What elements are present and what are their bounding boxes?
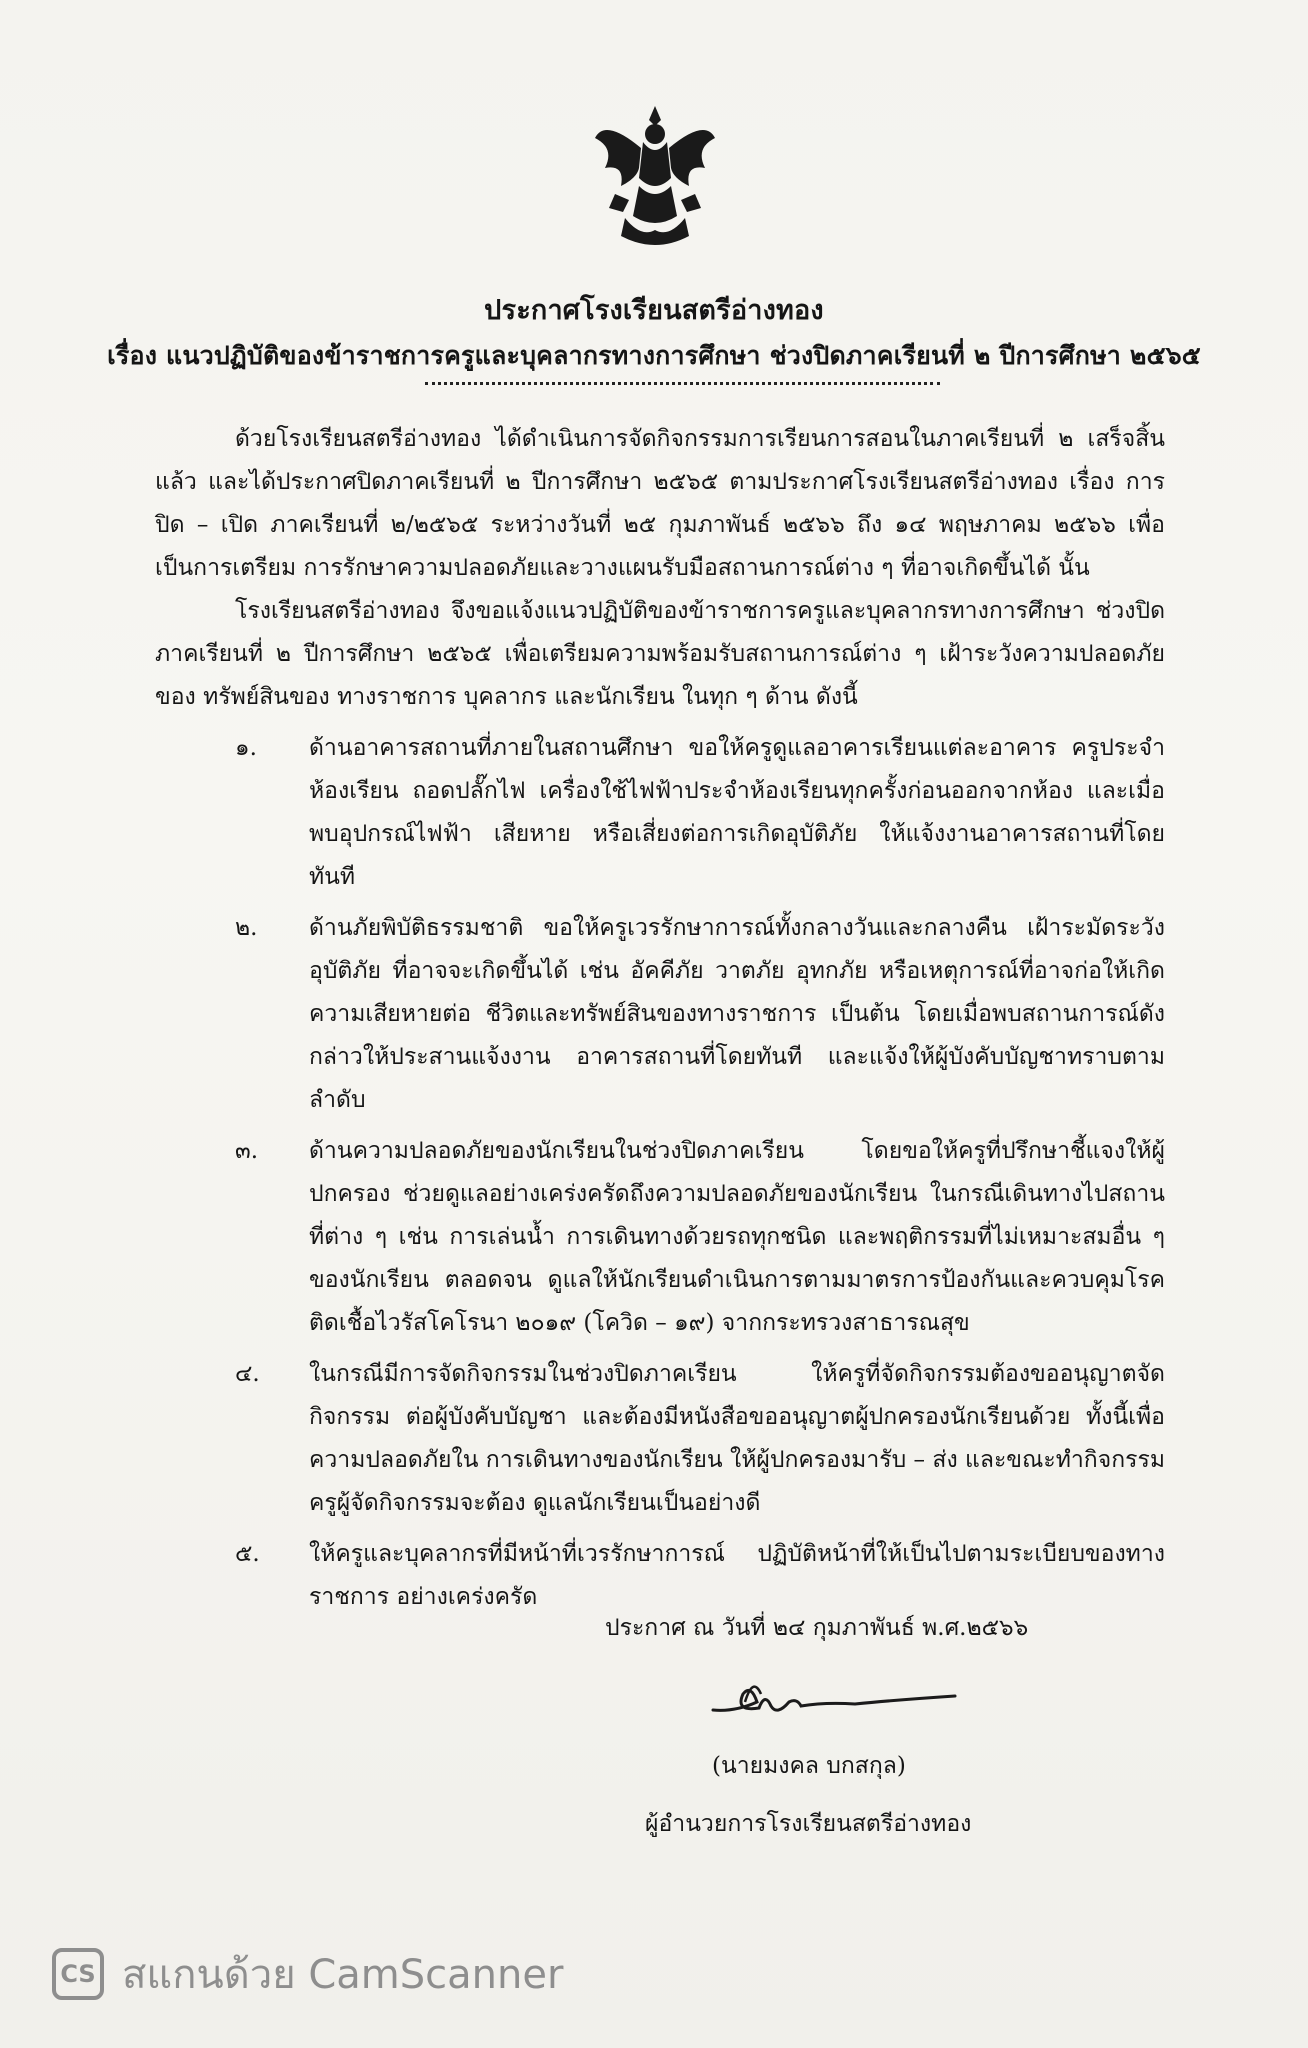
- dotted-divider: [425, 382, 940, 385]
- item-text: ด้านภัยพิบัติธรรมชาติ ขอให้ครูเวรรักษาการณ์ทั้งกลางวันและกลางคืน เฝ้าระมัดระวังอุบัติภัย ที่อาจจะเกิดขึ้นได้ เช่น อัคคีภัย วาตภัย อุทกภัย หรือเหตุการณ์ที่อาจก่อให้เกิดความเสียหายต่อ ชีวิตและทรัพย์สินของทางราชการ เป็นต้น โดยเมื่อพบสถานการณ์ดังกล่าวให้ประสานแจ้งงาน อาคารสถานที่โดยทันที และแจ้งให้ผู้บังคับบัญชาทราบตามลำดับ: [309, 915, 1165, 1113]
- guideline-list: [155, 727, 1165, 1619]
- list-item: [155, 1353, 1165, 1525]
- announcement-title: ประกาศโรงเรียนสตรีอ่างทอง: [484, 295, 824, 326]
- camscanner-logo-icon: CS: [52, 1948, 104, 2000]
- list-item: [155, 907, 1165, 1122]
- camscanner-watermark: [52, 1942, 563, 2006]
- announcement-subject: เรื่อง แนวปฏิบัติของข้าราชการครูและบุคลากรทางการศึกษา ช่วงปิดภาคเรียนที่ ๒ ปีการศึกษา ๒๕๖๕: [107, 341, 1201, 370]
- item-text: ในกรณีมีการจัดกิจกรรมในช่วงปิดภาคเรียน ให้ครูที่จัดกิจกรรมต้องขออนุญาตจัดกิจกรรม ต่อผู้บังคับบัญชา และต้องมีหนังสือขออนุญาตผู้ปกครองนักเรียนด้วย ทั้งนี้เพื่อความปลอดภัยใน การเดินทางของนักเรียน ให้ผู้ปกครองมารับ – ส่ง และขณะทำกิจกรรมครูผู้จัดกิจกรรมจะต้อง ดูแลนักเรียนเป็นอย่างดี: [309, 1361, 1165, 1516]
- signatory-name: (นายมงคล บกสกุล): [712, 1753, 906, 1779]
- item-number: ๑.: [235, 735, 257, 761]
- announcement-date: ประกาศ ณ วันที่ ๒๔ กุมภาพันธ์ พ.ศ.๒๕๖๖: [605, 1615, 1029, 1641]
- list-item: [155, 1130, 1165, 1345]
- item-number: ๓.: [235, 1138, 259, 1164]
- item-number: ๕.: [235, 1541, 260, 1567]
- watermark-text: สแกนด้วย CamScanner: [122, 1952, 564, 1998]
- item-text: ให้ครูและบุคลากรที่มีหน้าที่เวรรักษาการณ์ ปฏิบัติหน้าที่ให้เป็นไปตามระเบียบของทางราชการ อย่างเคร่งครัด: [309, 1541, 1165, 1610]
- item-number: ๒.: [235, 915, 258, 941]
- item-text: ด้านความปลอดภัยของนักเรียนในช่วงปิดภาคเรียน โดยขอให้ครูที่ปรึกษาชี้แจงให้ผู้ปกครอง ช่วยดูแลอย่างเคร่งครัดถึงความปลอดภัยของนักเรียน ในกรณีเดินทางไปสถานที่ต่าง ๆ เช่น การเล่นน้ำ การเดินทางด้วยรถทุกชนิด และพฤติกรรมที่ไม่เหมาะสมอื่น ๆ ของนักเรียน ตลอดจน ดูแลให้นักเรียนดำเนินการตามมาตรการป้องกันและควบคุมโรคติดเชื้อไวรัสโคโรนา ๒๐๑๙ (โควิด – ๑๙) จากกระทรวงสาธารณสุข: [309, 1138, 1165, 1336]
- handwritten-signature: [705, 1672, 965, 1732]
- item-number: ๔.: [235, 1361, 260, 1387]
- garuda-emblem-icon: [585, 98, 725, 258]
- announcement-body: [155, 418, 1165, 1619]
- list-item: [155, 727, 1165, 899]
- signatory-position: ผู้อำนวยการโรงเรียนสตรีอ่างทอง: [645, 1811, 972, 1837]
- list-item: [155, 1533, 1165, 1619]
- intro-paragraph: ด้วยโรงเรียนสตรีอ่างทอง ได้ดำเนินการจัดกิจกรรมการเรียนการสอนในภาคเรียนที่ ๒ เสร็จสิ้นแล้ว และได้ประกาศปิดภาคเรียนที่ ๒ ปีการศึกษา ๒๕๖๕ ตามประกาศโรงเรียนสตรีอ่างทอง เรื่อง การปิด – เปิด ภาคเรียนที่ ๒/๒๕๖๕ ระหว่างวันที่ ๒๕ กุมภาพันธ์ ๒๕๖๖ ถึง ๑๔ พฤษภาคม ๒๕๖๖ เพื่อเป็นการเตรียม การรักษาความปลอดภัยและวางแผนรับมือสถานการณ์ต่าง ๆ ที่อาจเกิดขึ้นได้ นั้น: [155, 426, 1165, 581]
- item-text: ด้านอาคารสถานที่ภายในสถานศึกษา ขอให้ครูดูแลอาคารเรียนแต่ละอาคาร ครูประจำห้องเรียน ถอดปลั๊กไฟ เครื่องใช้ไฟฟ้าประจำห้องเรียนทุกครั้งก่อนออกจากห้อง และเมื่อพบอุปกรณ์ไฟฟ้า เสียหาย หรือเสี่ยงต่อการเกิดอุบัติภัย ให้แจ้งงานอาคารสถานที่โดยทันที: [309, 735, 1165, 890]
- guideline-paragraph: โรงเรียนสตรีอ่างทอง จึงขอแจ้งแนวปฏิบัติของข้าราชการครูและบุคลากรทางการศึกษา ช่วงปิด ภาคเรียนที่ ๒ ปีการศึกษา ๒๕๖๕ เพื่อเตรียมความพร้อมรับสถานการณ์ต่าง ๆ เฝ้าระวังความปลอดภัยของ ทรัพย์สินของ ทางราชการ บุคลากร และนักเรียน ในทุก ๆ ด้าน ดังนี้: [155, 598, 1165, 710]
